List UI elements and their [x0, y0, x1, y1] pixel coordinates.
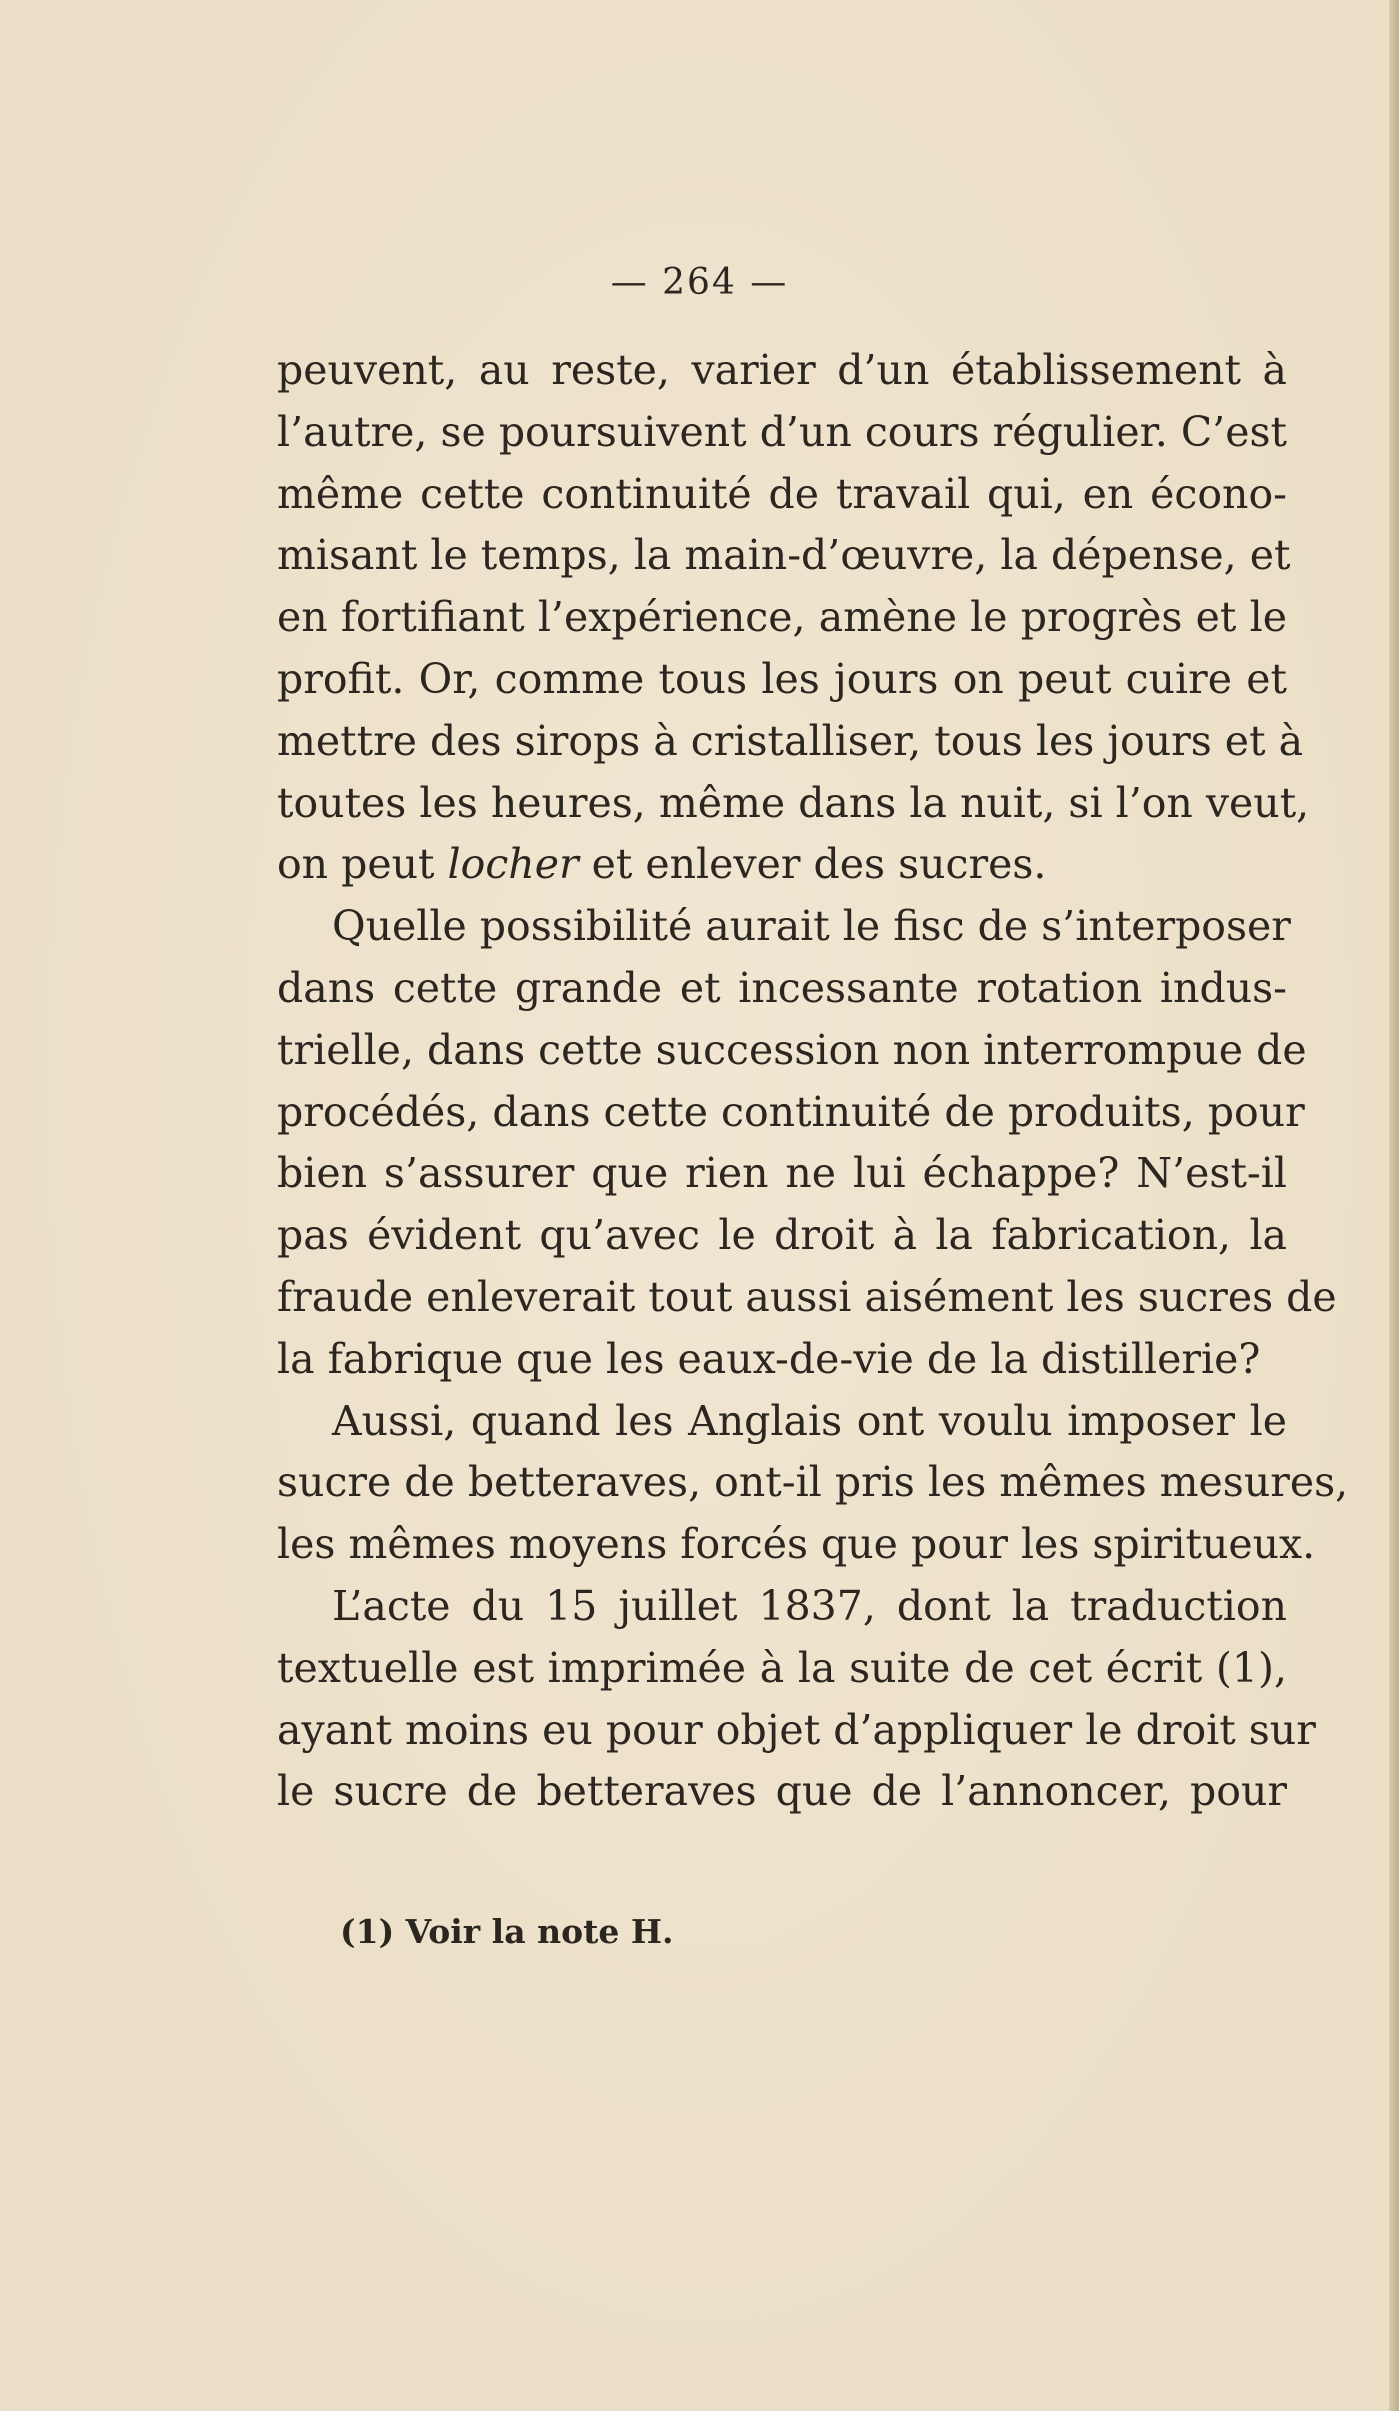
text-line: toutes les heures, même dans la nuit, si l’on veut, — [277, 778, 1310, 827]
text-line: bien s’assurer que rien ne lui échappe? N’est-il — [277, 1149, 1287, 1198]
text-line: fraude enleverait tout aussi aisément les sucres de — [277, 1272, 1337, 1321]
text-line: dans cette grande et incessante rotation indus- — [277, 963, 1287, 1012]
text-fragment: et enlever des sucres. — [578, 840, 1047, 889]
text-line — [277, 834, 1287, 896]
body-text — [277, 340, 1349, 1823]
text-line: peuvent, au reste, varier d’un établissement à — [277, 346, 1287, 394]
text-line: l’autre, se poursuivent d’un cours régulier. C’est — [277, 407, 1287, 456]
footnote: (1) Voir la note H. — [340, 1912, 674, 1951]
page-edge-shadow — [1389, 0, 1399, 2411]
paragraph-first-line: Aussi, quand les Anglais ont voulu imposer le — [332, 1396, 1287, 1445]
italic-word: locher — [447, 840, 579, 889]
text-line: procédés, dans cette continuité de produits, pour — [277, 1087, 1305, 1136]
text-line: pas évident qu’avec le droit à la fabrication, la — [277, 1211, 1287, 1260]
text-fragment: on peut — [277, 840, 448, 889]
page-number: — 264 — — [610, 262, 789, 303]
text-line: le sucre de betteraves que de l’annoncer, pour — [277, 1767, 1287, 1816]
text-line: la fabrique que les eaux-de-vie de la distillerie? — [277, 1334, 1261, 1383]
text-line: en fortifiant l’expérience, amène le progrès et le — [277, 593, 1287, 642]
text-line: ayant moins eu pour objet d’appliquer le droit sur — [277, 1705, 1316, 1754]
text-line: profit. Or, comme tous les jours on peut cuire et — [277, 654, 1287, 703]
text-line: les mêmes moyens forcés que pour les spiritueux. — [277, 1520, 1316, 1569]
paragraph-first-line: L’acte du 15 juillet 1837, dont la traduction — [332, 1581, 1287, 1630]
paragraph-first-line: Quelle possibilité aurait le fisc de s’interposer — [332, 902, 1291, 951]
text-line: même cette continuité de travail qui, en écono- — [277, 469, 1287, 518]
text-line: misant le temps, la main-d’œuvre, la dépense, et — [277, 531, 1291, 580]
text-line: textuelle est imprimée à la suite de cet écrit (1), — [277, 1643, 1287, 1692]
text-line: mettre des sirops à cristalliser, tous les jours et à — [277, 716, 1304, 765]
text-line: sucre de betteraves, ont-il pris les mêmes mesures, — [277, 1458, 1349, 1507]
text-line: trielle, dans cette succession non interrompue de — [277, 1025, 1307, 1074]
